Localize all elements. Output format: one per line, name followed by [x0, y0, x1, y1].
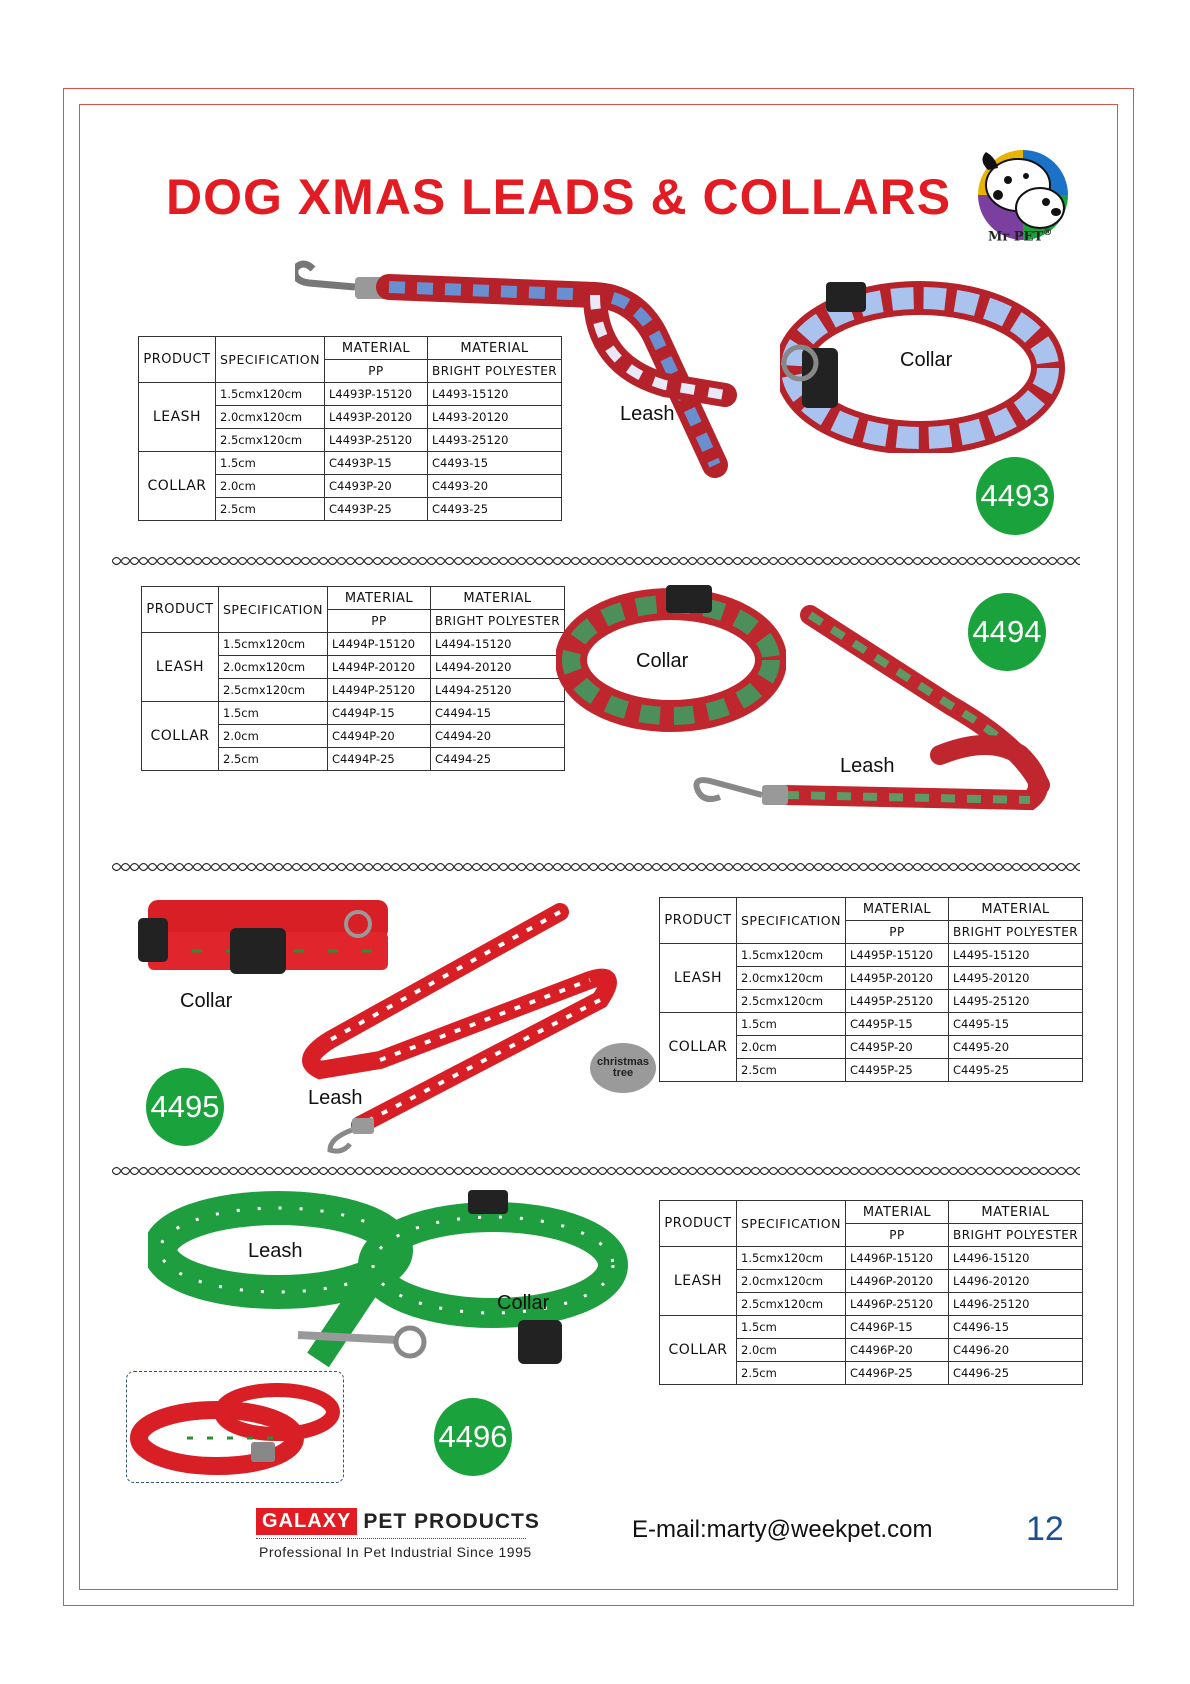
- header-material: MATERIAL: [327, 587, 430, 610]
- spec-cell: 1.5cm: [737, 1013, 846, 1036]
- poly-code-cell: C4495-20: [948, 1036, 1082, 1059]
- poly-code-cell: L4496-15120: [948, 1247, 1082, 1270]
- spec-cell: 1.5cm: [219, 702, 328, 725]
- leash-collar-4496-photo: [148, 1190, 658, 1380]
- poly-code-cell: L4496-25120: [948, 1293, 1082, 1316]
- pp-code-cell: L4493P-25120: [324, 429, 427, 452]
- contact-email: E-mail:marty@weekpet.com: [632, 1516, 933, 1543]
- pp-code-cell: L4494P-15120: [327, 633, 430, 656]
- christmas-tree-tag: christmas tree: [590, 1043, 656, 1093]
- poly-code-cell: L4495-20120: [948, 967, 1082, 990]
- pp-code-cell: L4496P-25120: [845, 1293, 948, 1316]
- header-product: PRODUCT: [660, 1201, 737, 1247]
- leash-label: Leash: [840, 755, 895, 777]
- divider-chain-1: [112, 554, 1080, 568]
- leash-label: Leash: [308, 1087, 363, 1109]
- poly-code-cell: L4494-20120: [430, 656, 564, 679]
- pp-code-cell: L4493P-20120: [324, 406, 427, 429]
- spec-cell: 1.5cmx120cm: [219, 633, 328, 656]
- leash-4495-photo: [300, 900, 630, 1155]
- poly-code-cell: L4493-15120: [427, 383, 561, 406]
- pp-code-cell: L4494P-20120: [327, 656, 430, 679]
- poly-code-cell: C4493-25: [427, 498, 561, 521]
- inset-red-variant-photo: [126, 1371, 344, 1483]
- pp-code-cell: L4495P-25120: [845, 990, 948, 1013]
- product-cell: LEASH: [139, 383, 216, 452]
- spec-cell: 2.0cmx120cm: [219, 656, 328, 679]
- collar-label: Collar: [636, 650, 689, 672]
- poly-code-cell: C4493-20: [427, 475, 561, 498]
- pp-code-cell: C4496P-25: [845, 1362, 948, 1385]
- pp-code-cell: C4495P-15: [845, 1013, 948, 1036]
- spec-cell: 1.5cmx120cm: [737, 1247, 846, 1270]
- poly-code-cell: L4495-25120: [948, 990, 1082, 1013]
- pp-code-cell: C4493P-20: [324, 475, 427, 498]
- poly-code-cell: L4494-25120: [430, 679, 564, 702]
- divider-chain-2: [112, 860, 1080, 874]
- spec-cell: 2.5cm: [737, 1362, 846, 1385]
- header-specification: SPECIFICATION: [216, 337, 325, 383]
- pp-code-cell: C4496P-15: [845, 1316, 948, 1339]
- product-badge-4494: 4494: [968, 593, 1046, 671]
- header-bright-polyester: BRIGHT POLYESTER: [430, 610, 564, 633]
- header-product: PRODUCT: [660, 898, 737, 944]
- header-material: MATERIAL: [427, 337, 561, 360]
- poly-code-cell: C4494-25: [430, 748, 564, 771]
- header-material: MATERIAL: [324, 337, 427, 360]
- pp-code-cell: L4495P-20120: [845, 967, 948, 990]
- header-material: MATERIAL: [948, 1201, 1082, 1224]
- footer-dotted-rule: [256, 1538, 526, 1539]
- spec-cell: 2.0cm: [219, 725, 328, 748]
- poly-code-cell: C4496-15: [948, 1316, 1082, 1339]
- poly-code-cell: C4495-15: [948, 1013, 1082, 1036]
- pp-code-cell: C4494P-25: [327, 748, 430, 771]
- collar-label: Collar: [497, 1292, 550, 1314]
- product-cell: LEASH: [142, 633, 219, 702]
- pp-code-cell: C4494P-15: [327, 702, 430, 725]
- spec-cell: 2.5cm: [737, 1059, 846, 1082]
- product-badge-4493: 4493: [976, 457, 1054, 535]
- leash-label: Leash: [620, 403, 675, 425]
- spec-cell: 1.5cmx120cm: [737, 944, 846, 967]
- brand-pet-products: PET PRODUCTS: [363, 1509, 540, 1533]
- spec-cell: 2.5cm: [216, 498, 325, 521]
- collar-label: Collar: [900, 349, 953, 371]
- spec-cell: 2.5cmx120cm: [219, 679, 328, 702]
- pp-code-cell: C4494P-20: [327, 725, 430, 748]
- poly-code-cell: C4494-15: [430, 702, 564, 725]
- pp-code-cell: C4496P-20: [845, 1339, 948, 1362]
- spec-cell: 2.0cmx120cm: [737, 1270, 846, 1293]
- spec-cell: 2.5cm: [219, 748, 328, 771]
- header-pp: PP: [845, 921, 948, 944]
- pp-code-cell: L4496P-20120: [845, 1270, 948, 1293]
- header-bright-polyester: BRIGHT POLYESTER: [948, 921, 1082, 944]
- poly-code-cell: C4494-20: [430, 725, 564, 748]
- table-row: [660, 1316, 1083, 1339]
- table-row: [660, 1013, 1083, 1036]
- header-specification: SPECIFICATION: [219, 587, 328, 633]
- leash-4493-photo: [295, 255, 805, 510]
- header-material: MATERIAL: [845, 1201, 948, 1224]
- divider-chain-3: [112, 1164, 1080, 1178]
- spec-cell: 2.5cmx120cm: [737, 990, 846, 1013]
- product-cell: LEASH: [660, 1247, 737, 1316]
- product-badge-4496: 4496: [434, 1398, 512, 1476]
- pp-code-cell: C4493P-25: [324, 498, 427, 521]
- footer-tagline: Professional In Pet Industrial Since 1995: [259, 1544, 532, 1560]
- red-leash-collar-variant-icon: [127, 1372, 344, 1483]
- header-material: MATERIAL: [948, 898, 1082, 921]
- pp-code-cell: L4494P-25120: [327, 679, 430, 702]
- poly-code-cell: C4496-25: [948, 1362, 1082, 1385]
- poly-code-cell: L4493-25120: [427, 429, 561, 452]
- spec-cell: 2.0cmx120cm: [216, 406, 325, 429]
- product-cell: COLLAR: [142, 702, 219, 771]
- table-row: [142, 633, 565, 656]
- pp-code-cell: L4496P-15120: [845, 1247, 948, 1270]
- spec-cell: 2.0cm: [737, 1339, 846, 1362]
- header-specification: SPECIFICATION: [737, 1201, 846, 1247]
- collar-label: Collar: [180, 990, 233, 1012]
- poly-code-cell: L4494-15120: [430, 633, 564, 656]
- product-badge-4495: 4495: [146, 1068, 224, 1146]
- brand-galaxy: GALAXY: [256, 1508, 357, 1535]
- header-bright-polyester: BRIGHT POLYESTER: [427, 360, 561, 383]
- header-pp: PP: [845, 1224, 948, 1247]
- logo-text: Mr PET®: [988, 228, 1053, 245]
- spec-cell: 2.5cmx120cm: [737, 1293, 846, 1316]
- spec-cell: 1.5cm: [216, 452, 325, 475]
- header-material: MATERIAL: [430, 587, 564, 610]
- poly-code-cell: L4495-15120: [948, 944, 1082, 967]
- product-cell: COLLAR: [139, 452, 216, 521]
- product-cell: LEASH: [660, 944, 737, 1013]
- poly-code-cell: L4493-20120: [427, 406, 561, 429]
- poly-code-cell: C4493-15: [427, 452, 561, 475]
- leash-label: Leash: [248, 1240, 303, 1262]
- header-specification: SPECIFICATION: [737, 898, 846, 944]
- spec-cell: 2.0cm: [216, 475, 325, 498]
- table-row: [660, 944, 1083, 967]
- table-row: [142, 702, 565, 725]
- page-title: DOG XMAS LEADS & COLLARS: [166, 169, 952, 225]
- spec-cell: 1.5cm: [737, 1316, 846, 1339]
- pp-code-cell: C4495P-20: [845, 1036, 948, 1059]
- header-product: PRODUCT: [139, 337, 216, 383]
- header-pp: PP: [324, 360, 427, 383]
- poly-code-cell: L4496-20120: [948, 1270, 1082, 1293]
- header-product: PRODUCT: [142, 587, 219, 633]
- spec-cell: 2.0cmx120cm: [737, 967, 846, 990]
- spec-cell: 2.0cm: [737, 1036, 846, 1059]
- spec-cell: 1.5cmx120cm: [216, 383, 325, 406]
- spec-table-4496: [659, 1200, 1083, 1385]
- footer-brand: [256, 1508, 540, 1535]
- product-cell: COLLAR: [660, 1013, 737, 1082]
- table-row: [660, 1247, 1083, 1270]
- poly-code-cell: C4495-25: [948, 1059, 1082, 1082]
- header-pp: PP: [327, 610, 430, 633]
- poly-code-cell: C4496-20: [948, 1339, 1082, 1362]
- header-material: MATERIAL: [845, 898, 948, 921]
- spec-cell: 2.5cmx120cm: [216, 429, 325, 452]
- page-number: 12: [1026, 1510, 1064, 1548]
- spec-table-4494: [141, 586, 565, 771]
- header-bright-polyester: BRIGHT POLYESTER: [948, 1224, 1082, 1247]
- pp-code-cell: L4495P-15120: [845, 944, 948, 967]
- product-cell: COLLAR: [660, 1316, 737, 1385]
- spec-table-4495: [659, 897, 1083, 1082]
- pp-code-cell: C4495P-25: [845, 1059, 948, 1082]
- pp-code-cell: C4493P-15: [324, 452, 427, 475]
- pp-code-cell: L4493P-15120: [324, 383, 427, 406]
